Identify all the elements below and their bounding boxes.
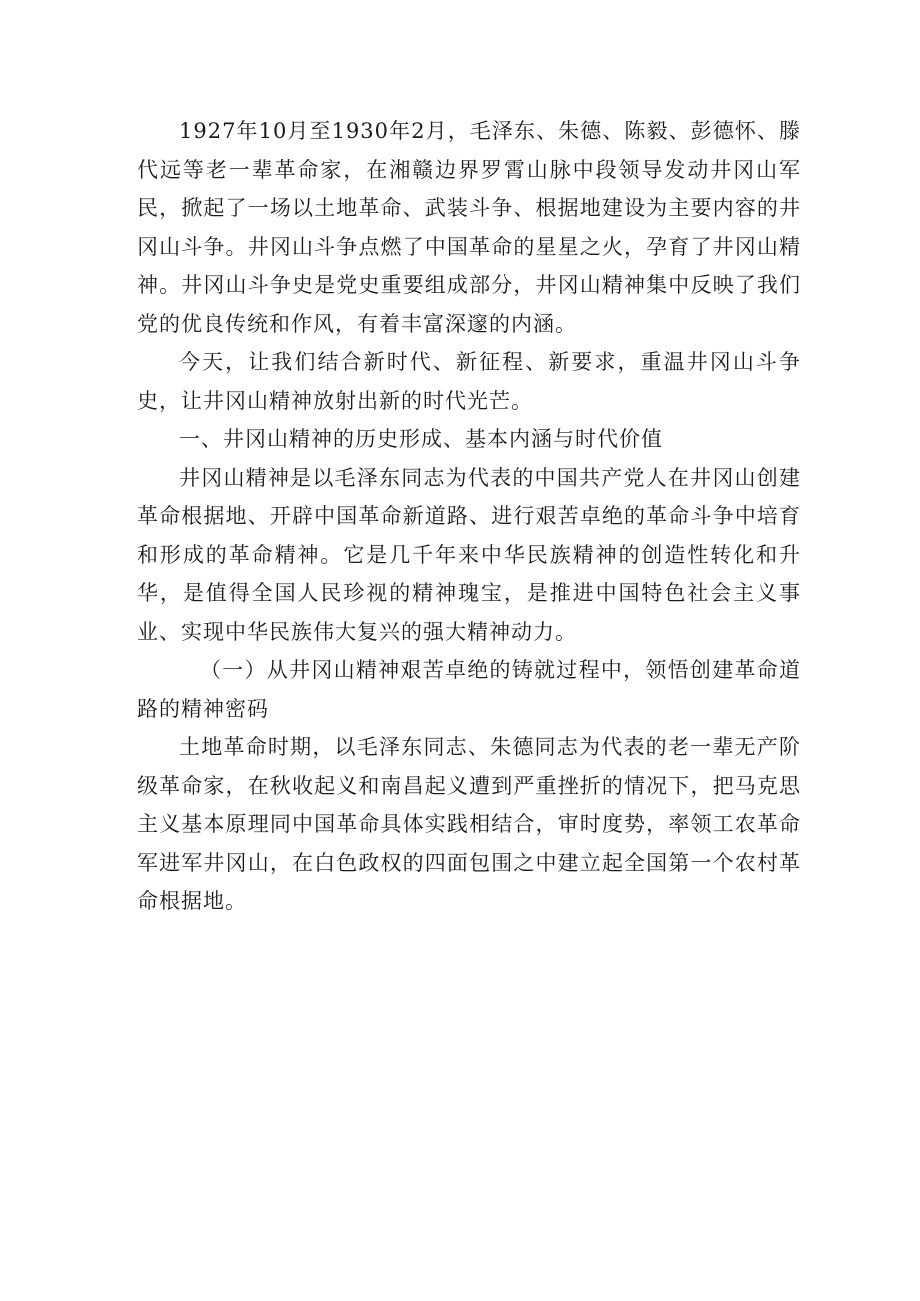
paragraph-intro: 1927年10月至1930年2月，毛泽东、朱德、陈毅、彭德怀、滕代远等老一辈革命家，在湘赣边界罗霄山脉中段领导发动井冈山军民，掀起了一场以土地革命、武装斗争、根据地建设为主要内容的井冈山斗争。井冈山斗争点燃了中国革命的星星之火，孕育了井冈山精神。井冈山斗争史是党史重要组成部分，井冈山精神集中反映了我们党的优良传统和作风，有着丰富深邃的内涵。	[137, 119, 801, 336]
paragraph-land-revolution: 土地革命时期，以毛泽东同志、朱德同志为代表的老一辈无产阶级革命家，在秋收起义和南昌起义遭到严重挫折的情况下，把马克思主义基本原理同中国革命具体实践相结合，审时度势，率领工农革命军进军井冈山，在白色政权的四面包围之中建立起全国第一个农村革命根据地。	[137, 735, 801, 913]
subsection-heading-1: （一）从井冈山精神艰苦卓绝的铸就过程中，领悟创建革命道路的精神密码	[137, 658, 801, 721]
paragraph-today: 今天，让我们结合新时代、新征程、新要求，重温井冈山斗争史，让井冈山精神放射出新的时代光芒。	[137, 350, 801, 413]
document-body	[137, 112, 801, 921]
paragraph-definition: 井冈山精神是以毛泽东同志为代表的中国共产党人在井冈山创建革命根据地、开辟中国革命新道路、进行艰苦卓绝的革命斗争中培育和形成的革命精神。它是几千年来中华民族精神的创造性转化和升华，是值得全国人民珍视的精神瑰宝，是推进中国特色社会主义事业、实现中华民族伟大复兴的强大精神动力。	[137, 465, 801, 644]
section-heading-1: 一、井冈山精神的历史形成、基本内涵与时代价值	[179, 427, 663, 451]
